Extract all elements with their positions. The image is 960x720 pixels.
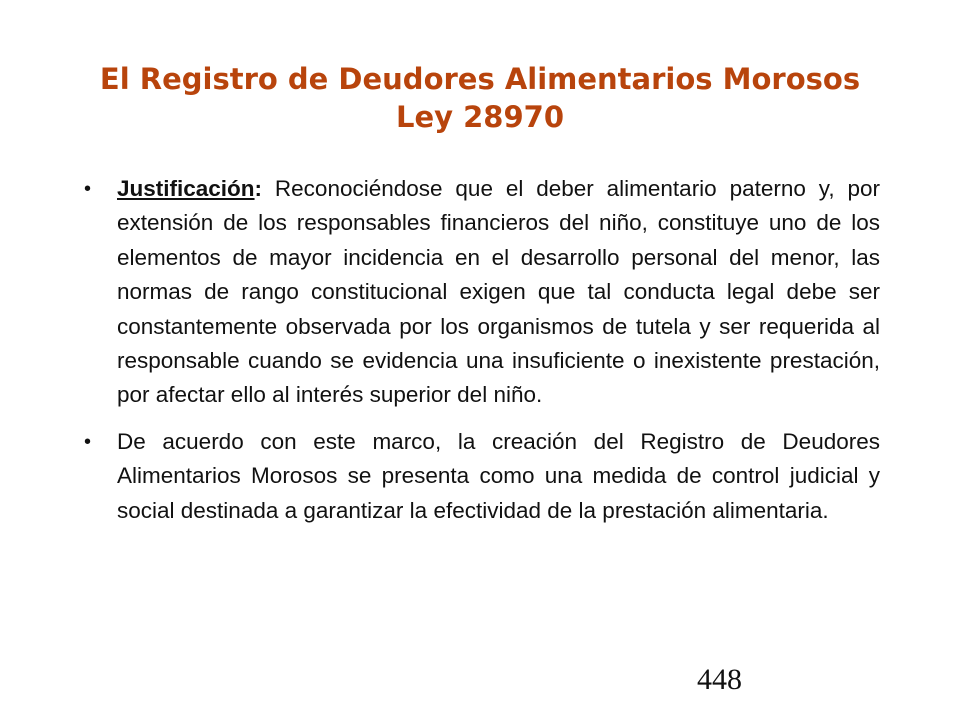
bullet-item-marco <box>80 425 880 528</box>
bullet-term-colon: : <box>254 176 263 201</box>
bullet-text: De acuerdo con este marco, la creación del Registro de Deudores Alimentarios Morosos se presenta como una medida de control judicial y social destinada a garantizar la efectividad de la prestación alimentaria. <box>117 428 880 523</box>
title-line-1: El Registro de Deudores Alimentarios Morosos <box>99 62 861 96</box>
bullet-dot-icon: • <box>84 178 92 200</box>
title-line-2: Ley 28970 <box>395 100 565 134</box>
bullet-item-justificacion <box>80 172 880 413</box>
bullet-list <box>80 172 880 540</box>
page-number: 448 <box>697 663 742 696</box>
bullet-text: Reconociéndose que el deber alimentario paterno y, por extensión de los responsables financieros del niño, constituye uno de los elementos de mayor incidencia en el desarrollo personal del menor, las normas de rango constitucional exigen que tal conducta legal debe ser constantemente observada por los organismos de tutela y ser requerida al responsable cuando se evidencia una insuficiente o inexistente prestación, por afectar ello al interés superior del niño. <box>117 176 880 408</box>
bullet-dot-icon: • <box>84 430 92 453</box>
slide-title <box>60 60 900 136</box>
bullet-term: Justificación <box>117 176 255 201</box>
